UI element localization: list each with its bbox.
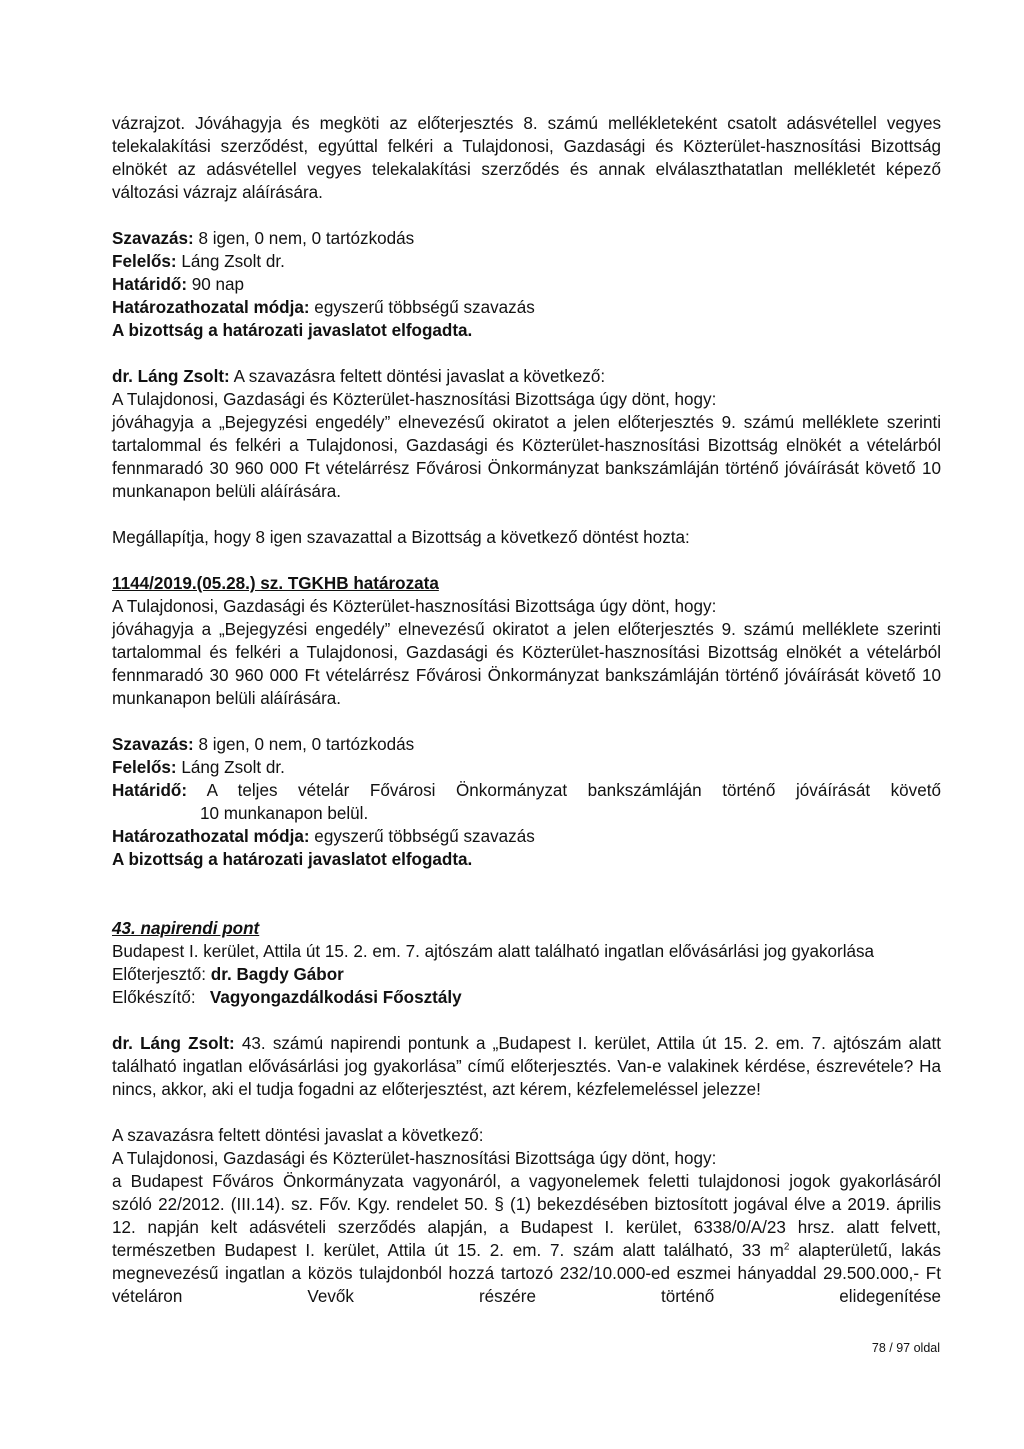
deadline-line [112, 779, 941, 802]
decision-method-line [112, 825, 941, 848]
committee-line: A Tulajdonosi, Gazdasági és Közterület-hasznosítási Bizottsága úgy dönt, hogy: [112, 390, 717, 409]
committee-line: A Tulajdonosi, Gazdasági és Közterület-hasznosítási Bizottsága úgy dönt, hogy: [112, 597, 717, 616]
deadline-label: Határidő: [112, 275, 188, 294]
vote-label: Szavazás: [112, 229, 194, 248]
responsible-label: Felelős: [112, 252, 177, 271]
responsible-line [112, 756, 941, 779]
deadline-continuation: 10 munkanapon belül. [200, 804, 369, 823]
page-number: 78 / 97 oldal [871, 1341, 940, 1355]
committee-line: A Tulajdonosi, Gazdasági és Közterület-hasznosítási Bizottsága úgy dönt, hogy: [112, 1149, 717, 1168]
conclusion: A bizottság a határozati javaslatot elfogadta. [112, 321, 473, 340]
agenda-block [112, 917, 941, 1009]
resolution-block [112, 572, 941, 710]
decision-method-value: egyszerű többségű szavazás [309, 298, 535, 317]
vote-value: 8 igen, 0 nem, 0 tartózkodás [193, 735, 415, 754]
proposal-body-part2: alapterületű, lakás megnevezésű ingatlan a közös tulajdonból hozzá tartozó 232/10.000-ed eszmei hányaddal 29.500.000,- Ft vételáron Vevők részére történő elidegenítése [112, 1241, 941, 1306]
deadline-line [112, 273, 941, 296]
presenter-line [112, 963, 941, 986]
discussion-paragraph [112, 1032, 941, 1101]
proposal-intro: A szavazásra feltett döntési javaslat a következő: [112, 1126, 484, 1145]
decision-method-label: Határozathozatal módja: [112, 827, 310, 846]
preparer-label: Előkészítő: [112, 988, 196, 1007]
vote-block-2 [112, 733, 941, 871]
preparer-value: Vagyongazdálkodási Főosztály [195, 988, 462, 1007]
proposal-body [112, 1170, 941, 1308]
proposal-block-2 [112, 1124, 941, 1308]
presenter-label: Előterjesztő: [112, 965, 207, 984]
responsible-value: Láng Zsolt dr. [176, 758, 285, 777]
intro-paragraph: vázrajzot. Jóváhagyja és megköti az előterjesztés 8. számú mellékleteként csatolt adásvétellel vegyes telekalakítási szerződést, egyúttal felkéri a Tulajdonosi, Gazdasági és Közterület-hasznosítási Bizottság elnökét az adásvétellel vegyes telekalakítási szerződés és annak elválaszthatatlan mellékletét képező változási vázrajz aláírására. [112, 114, 941, 202]
vote-value: 8 igen, 0 nem, 0 tartózkodás [193, 229, 415, 248]
finding-line: Megállapítja, hogy 8 igen szavazattal a Bizottság a következő döntést hozta: [112, 528, 690, 547]
superscript: 2 [783, 1241, 790, 1253]
decision-method-line [112, 296, 941, 319]
agenda-subject: Budapest I. kerület, Attila út 15. 2. em. 7. ajtószám alatt található ingatlan elővásárlási jog gyakorlása [112, 942, 875, 961]
speaker-line [112, 365, 941, 388]
agenda-heading: 43. napirendi pont [112, 919, 260, 938]
speaker-name: dr. Láng Zsolt: [112, 367, 230, 386]
resolution-body: jóváhagyja a „Bejegyzési engedély” elnevezésű okiratot a jelen előterjesztés 9. számú melléklete szerinti tartalommal és felkéri a Tulajdonosi, Gazdasági és Közterület-hasznosítási Bizottság elnökét a vételárból fennmaradó 30 960 000 Ft vételárrész Fővárosi Önkormányzat bankszámláján történő jóváírását követő 10 munkanapon belüli aláírására. [112, 620, 941, 708]
vote-block-1 [112, 227, 941, 342]
preparer-line [112, 986, 941, 1009]
deadline-value: 90 nap [187, 275, 245, 294]
proposal-body: jóváhagyja a „Bejegyzési engedély” elnevezésű okiratot a jelen előterjesztés 9. számú melléklete szerinti tartalommal és felkéri a Tulajdonosi, Gazdasági és Közterület-hasznosítási Bizottság elnökét a vételárból fennmaradó 30 960 000 Ft vételárrész Fővárosi Önkormányzat bankszámláján történő jóváírását követő 10 munkanapon belüli aláírására. [112, 413, 941, 501]
proposal-block [112, 365, 941, 503]
vote-line [112, 733, 941, 756]
conclusion: A bizottság a határozati javaslatot elfogadta. [112, 850, 473, 869]
document-page [112, 112, 941, 1308]
proposal-body-part1: a Budapest Főváros Önkormányzata vagyonáról, a vagyonelemek feletti tulajdonosi jogok gyakorlásáról szóló 22/2012. (III.14). sz. Főv. Kgy. rendelet 50. § (1) bekezdésében biztosított jogával élve a 2019. április 12. napján kelt adásvételi szerződés alapján, a Budapest I. kerület, 6338/0/A/23 hrsz. alatt felvett, természetben Budapest I. kerület, Attila út 15. 2. em. 7. szám alatt található, 33 m [112, 1172, 941, 1260]
decision-method-value: egyszerű többségű szavazás [309, 827, 535, 846]
decision-method-label: Határozathozatal módja: [112, 298, 310, 317]
responsible-label: Felelős: [112, 758, 177, 777]
responsible-line [112, 250, 941, 273]
deadline-label: Határidő: [112, 781, 188, 800]
responsible-value: Láng Zsolt dr. [176, 252, 285, 271]
speaker-text: A szavazásra feltett döntési javaslat a következő: [229, 367, 606, 386]
vote-label: Szavazás: [112, 735, 194, 754]
presenter-value: dr. Bagdy Gábor [206, 965, 344, 984]
discussion-text: 43. számú napirendi pontunk a „Budapest I. kerület, Attila út 15. 2. em. 7. ajtószám alatt található ingatlan elővásárlási jog gyakorlása” című előterjesztés. Van-e valakinek kérdése, észrevétele? Ha nincs, akkor, aki el tudja fogadni az előterjesztést, azt kérem, kézfelemeléssel jelezze! [112, 1034, 941, 1099]
deadline-value: A teljes vételár Fővárosi Önkormányzat bankszámláján történő jóváírását követő [187, 781, 941, 800]
vote-line [112, 227, 941, 250]
resolution-number: 1144/2019.(05.28.) sz. TGKHB határozata [112, 574, 439, 593]
speaker-name: dr. Láng Zsolt: [112, 1034, 235, 1053]
